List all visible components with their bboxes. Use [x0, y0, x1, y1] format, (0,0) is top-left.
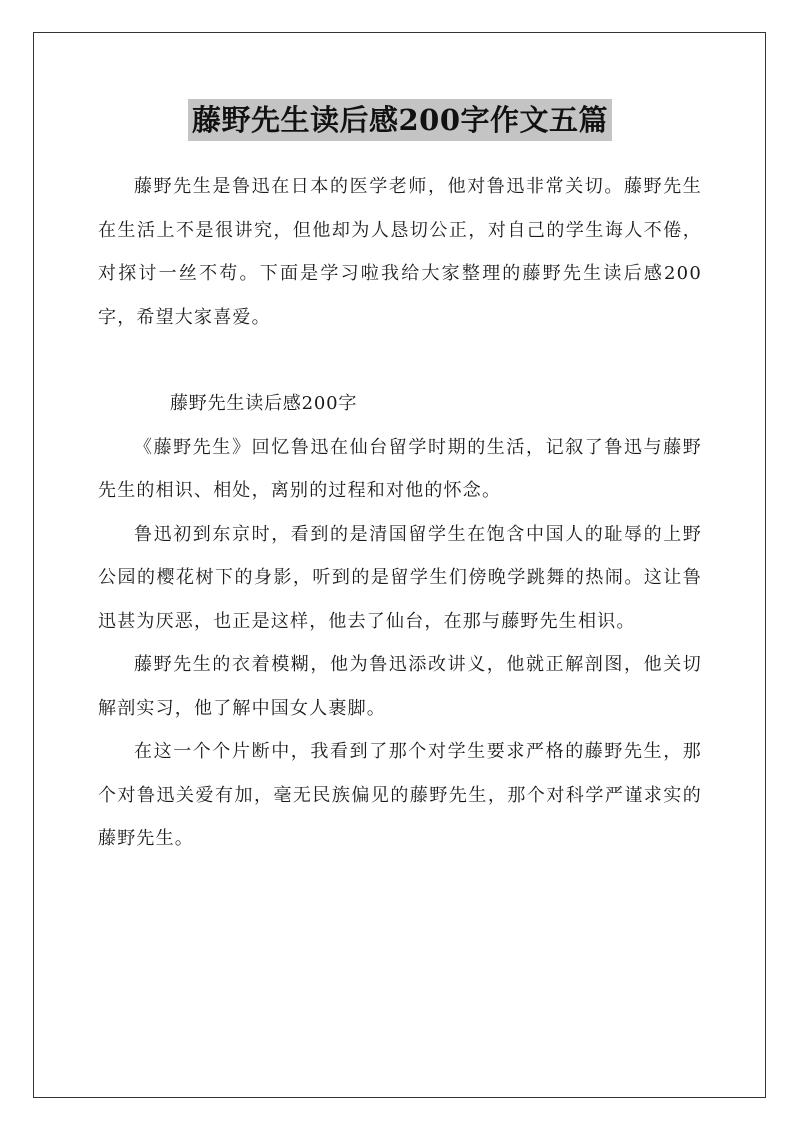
section-heading: 藤野先生读后感200字 [170, 393, 358, 414]
body-paragraph: 鲁迅初到东京时，看到的是清国留学生在饱含中国人的耻辱的上野公园的樱花树下的身影，听到的是留学生们傍晚学跳舞的热闹。这让鲁迅甚为厌恶，也正是这样，他去了仙台，在那与藤野先生相识。 [98, 523, 702, 632]
document-body [98, 165, 702, 861]
body-paragraph: 藤野先生的衣着模糊，他为鲁迅添改讲义，他就正解剖图，他关切解剖实习，他了解中国女人裹脚。 [98, 654, 702, 719]
body-paragraph: 在这一个个片断中，我看到了那个对学生要求严格的藤野先生，那个对鲁迅关爱有加，毫无民族偏见的藤野先生，那个对科学严谨求实的藤野先生。 [98, 741, 702, 849]
document-title: 藤野先生读后感200字作文五篇 [188, 99, 612, 141]
title-container [0, 99, 800, 141]
intro-paragraph: 藤野先生是鲁迅在日本的医学老师，他对鲁迅非常关切。藤野先生在生活上不是很讲究，但他却为人恳切公正，对自己的学生诲人不倦，对探讨一丝不苟。下面是学习啦我给大家整理的藤野先生读后感200字，希望大家喜爱。 [98, 176, 702, 328]
blank-line [98, 339, 702, 382]
body-paragraph: 《藤野先生》回忆鲁迅在仙台留学时期的生活，记叙了鲁迅与藤野先生的相识、相处，离别的过程和对他的怀念。 [98, 436, 702, 501]
